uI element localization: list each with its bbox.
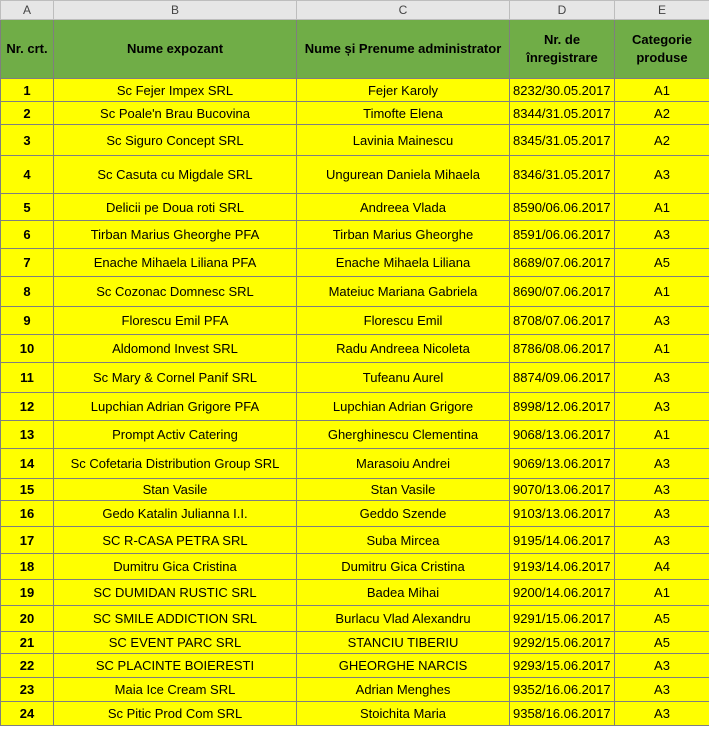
cell-nr-inregistrare[interactable]: 8874/09.06.2017 — [510, 363, 615, 393]
cell-nr-inregistrare[interactable]: 8345/31.05.2017 — [510, 125, 615, 156]
cell-nr-inregistrare[interactable]: 9293/15.06.2017 — [510, 654, 615, 678]
cell-categorie-produse[interactable]: A1 — [615, 580, 709, 606]
cell-nr-inregistrare[interactable]: 8786/08.06.2017 — [510, 335, 615, 363]
cell-nr-inregistrare[interactable]: 9070/13.06.2017 — [510, 479, 615, 501]
cell-nume-expozant[interactable]: Maia Ice Cream SRL — [54, 678, 297, 702]
table-row — [1, 580, 709, 606]
column-letter-b[interactable]: B — [54, 1, 297, 20]
table-row — [1, 307, 709, 335]
cell-nume-expozant[interactable]: Sc Casuta cu Migdale SRL — [54, 156, 297, 194]
cell-nr-inregistrare[interactable]: 9292/15.06.2017 — [510, 632, 615, 654]
cell-administrator[interactable]: GHEORGHE NARCIS — [297, 654, 510, 678]
cell-administrator[interactable]: Stoichita Maria — [297, 702, 510, 726]
cell-nr-crt[interactable]: 7 — [1, 249, 54, 277]
cell-nr-inregistrare[interactable]: 8998/12.06.2017 — [510, 393, 615, 421]
cell-nume-expozant[interactable]: Dumitru Gica Cristina — [54, 554, 297, 580]
cell-nr-crt[interactable]: 10 — [1, 335, 54, 363]
table-row — [1, 102, 709, 125]
cell-nr-crt[interactable]: 23 — [1, 678, 54, 702]
cell-categorie-produse[interactable]: A3 — [615, 654, 709, 678]
cell-nume-expozant[interactable]: Sc Poale'n Brau Bucovina — [54, 102, 297, 125]
cell-categorie-produse[interactable]: A3 — [615, 449, 709, 479]
table-row — [1, 421, 709, 449]
column-letter-c[interactable]: C — [297, 1, 510, 20]
cell-administrator[interactable]: Timofte Elena — [297, 102, 510, 125]
cell-nume-expozant[interactable]: SC DUMIDAN RUSTIC SRL — [54, 580, 297, 606]
cell-categorie-produse[interactable]: A5 — [615, 606, 709, 632]
cell-categorie-produse[interactable]: A3 — [615, 501, 709, 527]
cell-nr-inregistrare[interactable]: 8690/07.06.2017 — [510, 277, 615, 307]
cell-categorie-produse[interactable]: A1 — [615, 79, 709, 102]
cell-nr-crt[interactable]: 22 — [1, 654, 54, 678]
cell-nr-inregistrare[interactable]: 9358/16.06.2017 — [510, 702, 615, 726]
column-letter-row — [1, 1, 709, 20]
cell-administrator[interactable]: Stan Vasile — [297, 479, 510, 501]
cell-administrator[interactable]: Fejer Karoly — [297, 79, 510, 102]
cell-nume-expozant[interactable]: Prompt Activ Catering — [54, 421, 297, 449]
cell-nr-crt[interactable]: 8 — [1, 277, 54, 307]
cell-nume-expozant[interactable]: Sc Fejer Impex SRL — [54, 79, 297, 102]
table-row — [1, 678, 709, 702]
cell-nume-expozant[interactable]: Sc Siguro Concept SRL — [54, 125, 297, 156]
cell-nr-crt[interactable]: 20 — [1, 606, 54, 632]
cell-nr-crt[interactable]: 18 — [1, 554, 54, 580]
table-row — [1, 249, 709, 277]
cell-administrator[interactable]: STANCIU TIBERIU — [297, 632, 510, 654]
cell-categorie-produse[interactable]: A5 — [615, 632, 709, 654]
cell-administrator[interactable]: Dumitru Gica Cristina — [297, 554, 510, 580]
cell-administrator[interactable]: Suba Mircea — [297, 527, 510, 554]
cell-nr-crt[interactable]: 14 — [1, 449, 54, 479]
cell-categorie-produse[interactable]: A2 — [615, 102, 709, 125]
table-row — [1, 79, 709, 102]
table-row — [1, 449, 709, 479]
table-row — [1, 501, 709, 527]
cell-categorie-produse[interactable]: A5 — [615, 249, 709, 277]
cell-nume-expozant[interactable]: Sc Mary & Cornel Panif SRL — [54, 363, 297, 393]
table-row — [1, 221, 709, 249]
column-letter-d[interactable]: D — [510, 1, 615, 20]
cell-nume-expozant[interactable]: Tirban Marius Gheorghe PFA — [54, 221, 297, 249]
header-row — [1, 20, 709, 79]
cell-nr-crt[interactable]: 16 — [1, 501, 54, 527]
cell-nr-inregistrare[interactable]: 8344/31.05.2017 — [510, 102, 615, 125]
cell-nume-expozant[interactable]: Sc Pitic Prod Com SRL — [54, 702, 297, 726]
cell-administrator[interactable]: Gherghinescu Clementina — [297, 421, 510, 449]
cell-nr-crt[interactable]: 5 — [1, 194, 54, 221]
cell-administrator[interactable]: Enache Mihaela Liliana — [297, 249, 510, 277]
table-row — [1, 335, 709, 363]
cell-nr-crt[interactable]: 11 — [1, 363, 54, 393]
cell-administrator[interactable]: Radu Andreea Nicoleta — [297, 335, 510, 363]
cell-administrator[interactable]: Mateiuc Mariana Gabriela — [297, 277, 510, 307]
cell-categorie-produse[interactable]: A1 — [615, 194, 709, 221]
cell-administrator[interactable]: Badea Mihai — [297, 580, 510, 606]
cell-categorie-produse[interactable]: A3 — [615, 479, 709, 501]
cell-nume-expozant[interactable]: Sc Cozonac Domnesc SRL — [54, 277, 297, 307]
cell-categorie-produse[interactable]: A3 — [615, 393, 709, 421]
cell-nr-inregistrare[interactable]: 8708/07.06.2017 — [510, 307, 615, 335]
cell-administrator[interactable]: Andreea Vlada — [297, 194, 510, 221]
cell-administrator[interactable]: Florescu Emil — [297, 307, 510, 335]
cell-categorie-produse[interactable]: A3 — [615, 527, 709, 554]
cell-nr-crt[interactable]: 17 — [1, 527, 54, 554]
cell-nr-inregistrare[interactable]: 8591/06.06.2017 — [510, 221, 615, 249]
cell-nume-expozant[interactable]: Florescu Emil PFA — [54, 307, 297, 335]
cell-nr-crt[interactable]: 1 — [1, 79, 54, 102]
cell-administrator[interactable]: Tufeanu Aurel — [297, 363, 510, 393]
cell-administrator[interactable]: Tirban Marius Gheorghe — [297, 221, 510, 249]
cell-nr-inregistrare[interactable]: 9068/13.06.2017 — [510, 421, 615, 449]
cell-nr-crt[interactable]: 12 — [1, 393, 54, 421]
cell-nr-crt[interactable]: 4 — [1, 156, 54, 194]
cell-nume-expozant[interactable]: Lupchian Adrian Grigore PFA — [54, 393, 297, 421]
table-row — [1, 632, 709, 654]
header-administrator[interactable]: Nume și Prenume administrator — [297, 20, 510, 79]
cell-nr-inregistrare[interactable]: 9193/14.06.2017 — [510, 554, 615, 580]
cell-administrator[interactable]: Burlacu Vlad Alexandru — [297, 606, 510, 632]
cell-categorie-produse[interactable]: A4 — [615, 554, 709, 580]
cell-nr-inregistrare[interactable]: 9200/14.06.2017 — [510, 580, 615, 606]
table-body — [1, 79, 709, 726]
cell-administrator[interactable]: Ungurean Daniela Mihaela — [297, 156, 510, 194]
cell-nr-inregistrare[interactable]: 9069/13.06.2017 — [510, 449, 615, 479]
cell-administrator[interactable]: Adrian Menghes — [297, 678, 510, 702]
table-row — [1, 156, 709, 194]
cell-nr-crt[interactable]: 3 — [1, 125, 54, 156]
header-nr-inregistrare[interactable]: Nr. de înregistrare — [510, 20, 615, 79]
header-categorie-produse[interactable]: Categorie produse — [615, 20, 709, 79]
table-row — [1, 393, 709, 421]
cell-categorie-produse[interactable]: A2 — [615, 125, 709, 156]
cell-nume-expozant[interactable]: Gedo Katalin Julianna I.I. — [54, 501, 297, 527]
cell-nr-inregistrare[interactable]: 8590/06.06.2017 — [510, 194, 615, 221]
table-row — [1, 277, 709, 307]
cell-categorie-produse[interactable]: A3 — [615, 156, 709, 194]
cell-nume-expozant[interactable]: SC SMILE ADDICTION SRL — [54, 606, 297, 632]
table-row — [1, 527, 709, 554]
cell-administrator[interactable]: Lupchian Adrian Grigore — [297, 393, 510, 421]
cell-nume-expozant[interactable]: Stan Vasile — [54, 479, 297, 501]
cell-nr-inregistrare[interactable]: 8346/31.05.2017 — [510, 156, 615, 194]
cell-nr-crt[interactable]: 15 — [1, 479, 54, 501]
table-row — [1, 554, 709, 580]
cell-nume-expozant[interactable]: SC PLACINTE BOIERESTI — [54, 654, 297, 678]
table-row — [1, 363, 709, 393]
cell-categorie-produse[interactable]: A1 — [615, 421, 709, 449]
cell-nr-inregistrare[interactable]: 8232/30.05.2017 — [510, 79, 615, 102]
cell-nr-inregistrare[interactable]: 9103/13.06.2017 — [510, 501, 615, 527]
cell-categorie-produse[interactable]: A1 — [615, 335, 709, 363]
cell-nr-crt[interactable]: 9 — [1, 307, 54, 335]
table-row — [1, 194, 709, 221]
cell-nume-expozant[interactable]: SC EVENT PARC SRL — [54, 632, 297, 654]
cell-nr-crt[interactable]: 2 — [1, 102, 54, 125]
column-letter-e[interactable]: E — [615, 1, 709, 20]
cell-nume-expozant[interactable]: Aldomond Invest SRL — [54, 335, 297, 363]
header-nume-expozant[interactable]: Nume expozant — [54, 20, 297, 79]
column-letter-a[interactable]: A — [1, 1, 54, 20]
cell-nr-crt[interactable]: 13 — [1, 421, 54, 449]
cell-administrator[interactable]: Lavinia Mainescu — [297, 125, 510, 156]
cell-categorie-produse[interactable]: A3 — [615, 363, 709, 393]
cell-categorie-produse[interactable]: A3 — [615, 307, 709, 335]
cell-nume-expozant[interactable]: SC R-CASA PETRA SRL — [54, 527, 297, 554]
cell-nume-expozant[interactable]: Enache Mihaela Liliana PFA — [54, 249, 297, 277]
table-row — [1, 702, 709, 726]
cell-categorie-produse[interactable]: A3 — [615, 221, 709, 249]
cell-categorie-produse[interactable]: A3 — [615, 678, 709, 702]
cell-nr-crt[interactable]: 21 — [1, 632, 54, 654]
cell-nume-expozant[interactable]: Sc Cofetaria Distribution Group SRL — [54, 449, 297, 479]
table-row — [1, 606, 709, 632]
cell-administrator[interactable]: Geddo Szende — [297, 501, 510, 527]
cell-categorie-produse[interactable]: A1 — [615, 277, 709, 307]
table-row — [1, 125, 709, 156]
cell-nume-expozant[interactable]: Delicii pe Doua roti SRL — [54, 194, 297, 221]
cell-administrator[interactable]: Marasoiu Andrei — [297, 449, 510, 479]
cell-nr-crt[interactable]: 19 — [1, 580, 54, 606]
cell-nr-inregistrare[interactable]: 9352/16.06.2017 — [510, 678, 615, 702]
cell-nr-inregistrare[interactable]: 8689/07.06.2017 — [510, 249, 615, 277]
table-row — [1, 654, 709, 678]
table-row — [1, 479, 709, 501]
cell-nr-crt[interactable]: 6 — [1, 221, 54, 249]
cell-nr-inregistrare[interactable]: 9195/14.06.2017 — [510, 527, 615, 554]
cell-categorie-produse[interactable]: A3 — [615, 702, 709, 726]
cell-nr-crt[interactable]: 24 — [1, 702, 54, 726]
cell-nr-inregistrare[interactable]: 9291/15.06.2017 — [510, 606, 615, 632]
header-nr-crt[interactable]: Nr. crt. — [1, 20, 54, 79]
